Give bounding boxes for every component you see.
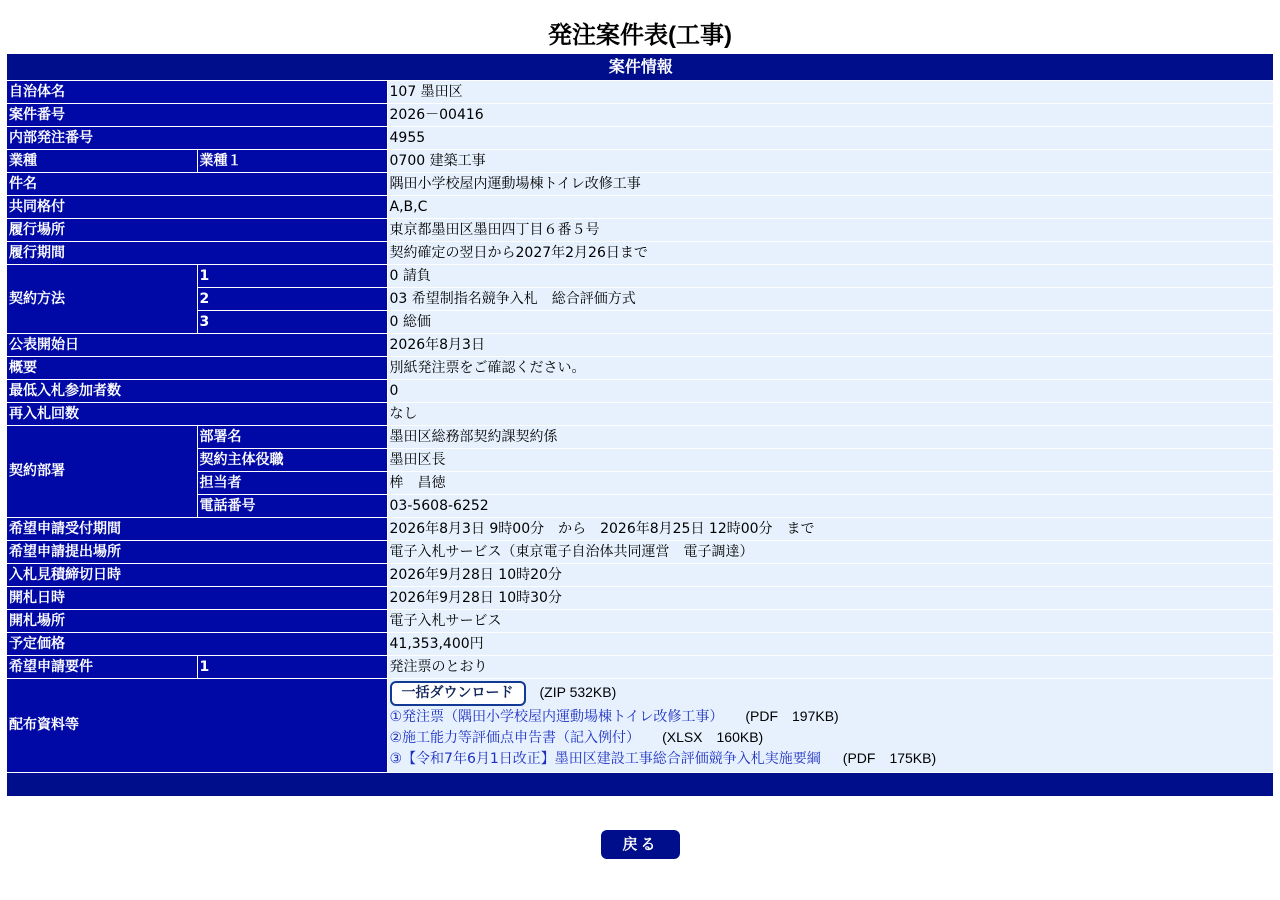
field-label: 共同格付 — [7, 195, 387, 218]
field-sublabel: 電話番号 — [197, 494, 387, 517]
field-value: 発注票のとおり — [387, 655, 1273, 678]
table-row — [7, 172, 1273, 195]
table-row — [7, 586, 1273, 609]
field-label: 希望申請受付期間 — [7, 517, 387, 540]
table-row — [7, 609, 1273, 632]
field-label: 業種 — [7, 149, 197, 172]
field-sublabel: 部署名 — [197, 425, 387, 448]
table-row — [7, 333, 1273, 356]
field-label: 件名 — [7, 172, 387, 195]
table-row — [7, 126, 1273, 149]
field-value: 隅田小学校屋内運動場棟トイレ改修工事 — [387, 172, 1273, 195]
field-value: 03-5608-6252 — [387, 494, 1273, 517]
field-value: 0 — [387, 379, 1273, 402]
field-value: 03 希望制指名競争入札 総合評価方式 — [387, 287, 1273, 310]
table-row — [7, 540, 1273, 563]
table-row — [7, 632, 1273, 655]
field-sublabel: 3 — [197, 310, 387, 333]
field-label: 開札場所 — [7, 609, 387, 632]
field-label: 履行期間 — [7, 241, 387, 264]
field-label: 予定価格 — [7, 632, 387, 655]
field-value: 東京都墨田区墨田四丁目６番５号 — [387, 218, 1273, 241]
field-value: 契約確定の翌日から2027年2月26日まで — [387, 241, 1273, 264]
field-value: A,B,C — [387, 195, 1273, 218]
field-sublabel: 1 — [197, 264, 387, 287]
table-row — [7, 471, 1273, 494]
field-value: 2026年8月3日 9時00分 から 2026年8月25日 12時00分 まで — [387, 517, 1273, 540]
bulk-download-button[interactable]: 一括ダウンロード — [390, 681, 526, 706]
table-row — [7, 241, 1273, 264]
file-link[interactable]: ③【令和7年6月1日改正】墨田区建設工事総合評価競争入札実施要綱 — [389, 750, 821, 767]
field-sublabel: 1 — [197, 655, 387, 678]
file-link[interactable]: ②施工能力等評価点申告書（記入例付） — [389, 729, 641, 746]
field-label: 公表開始日 — [7, 333, 387, 356]
table-row — [7, 356, 1273, 379]
field-value: 電子入札サービス — [387, 609, 1273, 632]
file-item — [390, 727, 1273, 748]
table-row — [7, 149, 1273, 172]
footer-bar — [7, 772, 1273, 796]
field-value: 2026年9月28日 10時30分 — [387, 586, 1273, 609]
table-row — [7, 103, 1273, 126]
field-value: 別紙発注票をご確認ください。 — [387, 356, 1273, 379]
field-value: 桙 昌徳 — [387, 471, 1273, 494]
field-value: 4955 — [387, 126, 1273, 149]
table-row — [7, 678, 1273, 772]
field-label: 契約部署 — [7, 425, 197, 517]
field-value: 0 請負 — [387, 264, 1273, 287]
field-label: 自治体名 — [7, 80, 387, 103]
table-row — [7, 264, 1273, 287]
file-item — [390, 706, 1273, 727]
field-label: 最低入札参加者数 — [7, 379, 387, 402]
field-label: 希望申請要件 — [7, 655, 197, 678]
table-row — [7, 517, 1273, 540]
table-row — [7, 287, 1273, 310]
table-row — [7, 80, 1273, 103]
field-value: 墨田区長 — [387, 448, 1273, 471]
field-value: 2026年9月28日 10時20分 — [387, 563, 1273, 586]
table-row — [7, 379, 1273, 402]
table-row — [7, 563, 1273, 586]
field-value: 0700 建築工事 — [387, 149, 1273, 172]
field-label: 希望申請提出場所 — [7, 540, 387, 563]
table-row — [7, 195, 1273, 218]
case-info-table — [7, 54, 1274, 796]
field-sublabel: 2 — [197, 287, 387, 310]
file-link[interactable]: ①発注票（隅田小学校屋内運動場棟トイレ改修工事） — [389, 708, 724, 725]
field-value: 41,353,400円 — [387, 632, 1273, 655]
field-label: 契約方法 — [7, 264, 197, 333]
field-label: 内部発注番号 — [7, 126, 387, 149]
bulk-download-size: (ZIP 532KB) — [539, 683, 617, 700]
field-label: 再入札回数 — [7, 402, 387, 425]
table-row — [7, 448, 1273, 471]
table-row — [7, 494, 1273, 517]
section-header: 案件情報 — [7, 54, 1273, 80]
field-sublabel: 契約主体役職 — [197, 448, 387, 471]
table-row — [7, 655, 1273, 678]
file-meta: (PDF 175KB) — [842, 749, 937, 766]
field-value: 107 墨田区 — [387, 80, 1273, 103]
field-value: 墨田区総務部契約課契約係 — [387, 425, 1273, 448]
table-row — [7, 425, 1273, 448]
field-label: 案件番号 — [7, 103, 387, 126]
field-value: なし — [387, 402, 1273, 425]
file-item — [390, 748, 1273, 769]
table-row — [7, 310, 1273, 333]
field-label: 配布資料等 — [7, 678, 387, 772]
field-value: 2026年8月3日 — [387, 333, 1273, 356]
field-sublabel: 担当者 — [197, 471, 387, 494]
file-meta: (XLSX 160KB) — [662, 728, 764, 745]
back-button[interactable]: 戻る — [601, 830, 680, 859]
field-value: 電子入札サービス（東京電子自治体共同運営 電子調達） — [387, 540, 1273, 563]
field-sublabel: 業種１ — [197, 149, 387, 172]
field-label: 開札日時 — [7, 586, 387, 609]
field-label: 入札見積締切日時 — [7, 563, 387, 586]
table-row — [7, 218, 1273, 241]
field-label: 概要 — [7, 356, 387, 379]
file-meta: (PDF 197KB) — [745, 707, 839, 724]
distribution-files — [387, 678, 1273, 772]
field-value: 0 総価 — [387, 310, 1273, 333]
field-label: 履行場所 — [7, 218, 387, 241]
page-title: 発注案件表(工事) — [548, 22, 732, 49]
field-value: 2026－00416 — [387, 103, 1273, 126]
table-row — [7, 402, 1273, 425]
